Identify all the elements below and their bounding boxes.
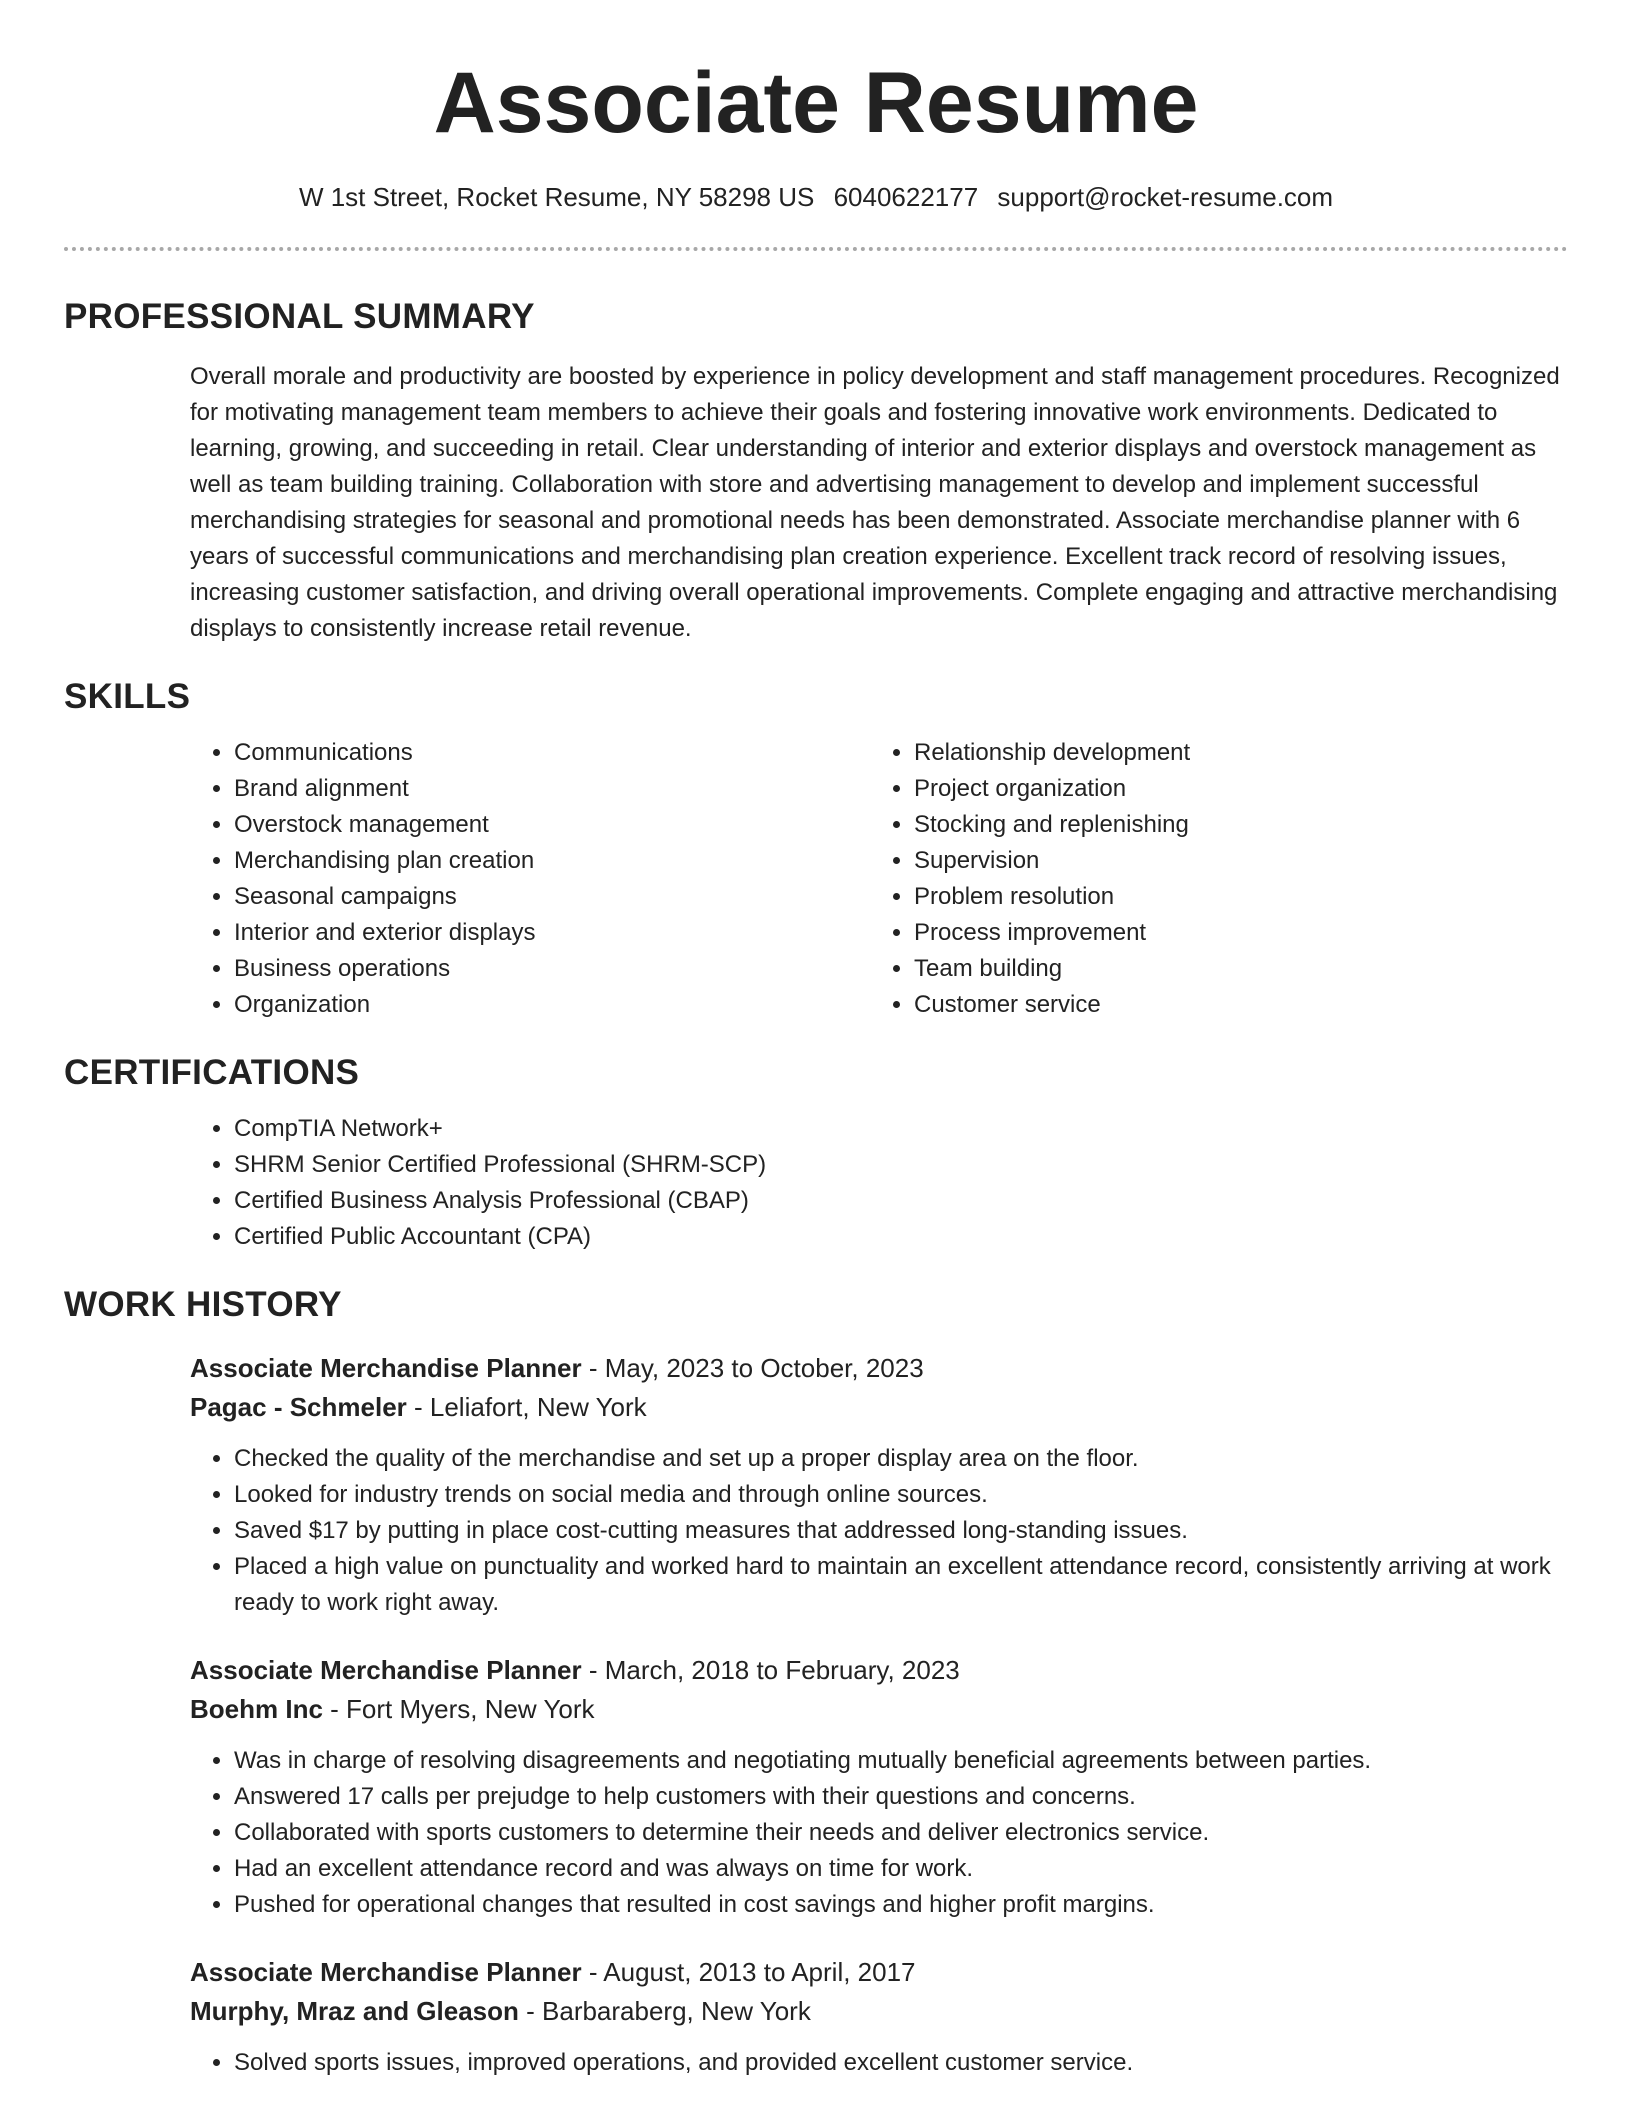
job-entry xyxy=(190,1651,1568,1923)
certifications-body xyxy=(64,1111,1568,1255)
job-location: - Barbaraberg, New York xyxy=(518,1996,811,2026)
summary-heading: PROFESSIONAL SUMMARY xyxy=(64,297,535,336)
skill-item: • Team building xyxy=(914,951,1568,987)
resume-title: Associate Resume xyxy=(433,55,1199,151)
job-bullets xyxy=(190,1441,1568,1621)
skill-item: • Interior and exterior displays xyxy=(234,915,870,951)
summary-body xyxy=(64,359,1568,647)
job-entry xyxy=(190,1349,1568,1621)
skill-item: • Business operations xyxy=(234,951,870,987)
job-location: - Leliafort, New York xyxy=(406,1392,647,1422)
skills-list-right xyxy=(870,735,1568,1023)
job-dates: - May, 2023 to October, 2023 xyxy=(581,1353,924,1383)
skill-item: • Merchandising plan creation xyxy=(234,843,870,879)
skill-item: • Brand alignment xyxy=(234,771,870,807)
job-entry xyxy=(190,1953,1568,2081)
certifications-list xyxy=(190,1111,1568,1255)
work-history-section xyxy=(64,1283,1568,2081)
certifications-heading: CERTIFICATIONS xyxy=(64,1053,360,1092)
skill-item: • Overstock management xyxy=(234,807,870,843)
skill-item: • Process improvement xyxy=(914,915,1568,951)
skill-item: • Seasonal campaigns xyxy=(234,879,870,915)
job-bullet: • Placed a high value on punctuality and worked hard to maintain an excellent attendance record, consistently arriving at work ready to work right away. xyxy=(234,1549,1568,1621)
skill-item: • Customer service xyxy=(914,987,1568,1023)
job-bullet: • Looked for industry trends on social media and through online sources. xyxy=(234,1477,1568,1513)
job-location: - Fort Myers, New York xyxy=(322,1694,595,1724)
job-bullet: • Checked the quality of the merchandise and set up a proper display area on the floor. xyxy=(234,1441,1568,1477)
job-dates: - August, 2013 to April, 2017 xyxy=(581,1957,916,1987)
certification-item: • SHRM Senior Certified Professional (SHRM-SCP) xyxy=(234,1147,1568,1183)
job-bullets xyxy=(190,1743,1568,1923)
contact-info xyxy=(64,180,1568,214)
skill-item: • Problem resolution xyxy=(914,879,1568,915)
skills-section xyxy=(64,675,1568,1023)
skill-item: • Stocking and replenishing xyxy=(914,807,1568,843)
header-divider xyxy=(64,247,1568,251)
job-title: Associate Merchandise Planner xyxy=(190,1655,582,1685)
certification-item: • Certified Business Analysis Professional (CBAP) xyxy=(234,1183,1568,1219)
job-bullet: • Solved sports issues, improved operations, and provided excellent customer service. xyxy=(234,2045,1568,2081)
skill-item: • Organization xyxy=(234,987,870,1023)
job-company: Boehm Inc xyxy=(190,1694,323,1724)
skill-item: • Relationship development xyxy=(914,735,1568,771)
work-history-body xyxy=(64,1349,1568,2081)
summary-section xyxy=(64,295,1568,647)
job-bullet: • Pushed for operational changes that resulted in cost savings and higher profit margins. xyxy=(234,1887,1568,1923)
job-company-line xyxy=(190,1690,1568,1729)
skill-item: • Project organization xyxy=(914,771,1568,807)
job-bullets xyxy=(190,2045,1568,2081)
job-bullet: • Collaborated with sports customers to determine their needs and deliver electronics service. xyxy=(234,1815,1568,1851)
job-bullet: • Was in charge of resolving disagreements and negotiating mutually beneficial agreements between parties. xyxy=(234,1743,1568,1779)
skill-item: • Supervision xyxy=(914,843,1568,879)
job-company: Pagac - Schmeler xyxy=(190,1392,407,1422)
job-company: Murphy, Mraz and Gleason xyxy=(190,1996,519,2026)
job-title: Associate Merchandise Planner xyxy=(190,1353,582,1383)
work-history-heading: WORK HISTORY xyxy=(64,1285,342,1324)
job-bullet: • Answered 17 calls per prejudge to help customers with their questions and concerns. xyxy=(234,1779,1568,1815)
job-company-line xyxy=(190,1388,1568,1427)
certification-item: • Certified Public Accountant (CPA) xyxy=(234,1219,1568,1255)
job-title-line xyxy=(190,1651,1568,1690)
skills-grid xyxy=(64,719,1568,1023)
skills-heading: SKILLS xyxy=(64,677,191,716)
contact-address: W 1st Street, Rocket Resume, NY 58298 US xyxy=(298,182,815,212)
job-dates: - March, 2018 to February, 2023 xyxy=(581,1655,960,1685)
certifications-section xyxy=(64,1051,1568,1255)
job-title-line xyxy=(190,1349,1568,1388)
job-title-line xyxy=(190,1953,1568,1992)
job-company-line xyxy=(190,1992,1568,2031)
certification-item: • CompTIA Network+ xyxy=(234,1111,1568,1147)
contact-phone: 6040622177 xyxy=(833,182,979,212)
job-bullet: • Had an excellent attendance record and was always on time for work. xyxy=(234,1851,1568,1887)
job-title: Associate Merchandise Planner xyxy=(190,1957,582,1987)
skill-item: • Communications xyxy=(234,735,870,771)
job-bullet: • Saved $17 by putting in place cost-cutting measures that addressed long-standing issues. xyxy=(234,1513,1568,1549)
summary-text: Overall morale and productivity are boosted by experience in policy development and staff management procedures. Recognized for motivating management team members to achieve their goals and fostering innovative work environments. Dedicated to learning, growing, and succeeding in retail. Clear understanding of interior and exterior displays and overstock management as well as team building training. Collaboration with store and advertising management to develop and implement successful merchandising strategies for seasonal and promotional needs has been demonstrated. Associate merchandise planner with 6 years of successful communications and merchandising plan creation experience. Excellent track record of resolving issues, increasing customer satisfaction, and driving overall operational improvements. Complete engaging and attractive merchandising displays to consistently increase retail revenue. xyxy=(190,363,1560,642)
contact-email: support@rocket-resume.com xyxy=(997,182,1334,212)
skills-list-left xyxy=(190,735,870,1023)
